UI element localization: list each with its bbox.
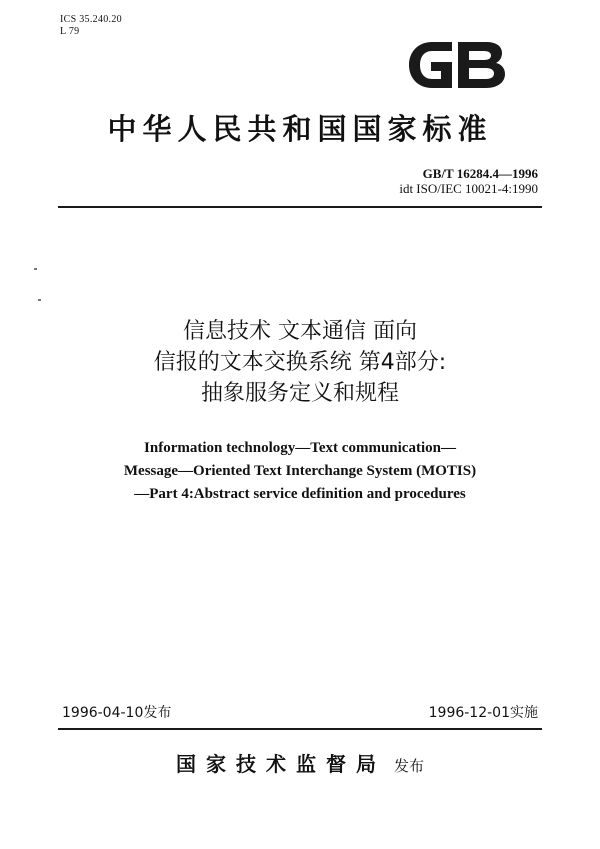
chinese-title [60, 316, 540, 409]
gb-logo-icon [406, 40, 508, 90]
chinese-title-line-3: 抽象服务定义和规程 [200, 381, 399, 406]
chinese-title-line-2: 信报的文本交换系统 第4部分: [153, 350, 447, 375]
chinese-title-line-1: 信息技术 文本通信 面向 [183, 319, 417, 344]
issuer-suffix: 发布 [393, 757, 424, 775]
scan-speck [38, 299, 41, 301]
english-title-line-3: —Part 4:Abstract service definition and procedures [134, 486, 466, 502]
issuer-line [60, 748, 540, 777]
equivalent-standard: idt ISO/IEC 10021-4:1990 [399, 181, 538, 196]
ics-code: ICS 35.240.20 [60, 14, 122, 25]
standard-code-block [399, 166, 538, 196]
issuing-authority: 国家技术监督局 [175, 752, 386, 776]
implementation-date: 1996-12-01实施 [428, 705, 538, 721]
standard-number: GB/T 16284.4—1996 [422, 166, 538, 181]
english-title-line-2: Message—Oriented Text Interchange System (MOTIS) [123, 463, 477, 479]
scan-speck [34, 268, 37, 270]
classification-codes [60, 14, 122, 38]
issue-date: 1996-04-10发布 [62, 705, 172, 721]
english-title-line-1: Information technology—Text communication— [144, 440, 456, 456]
standard-category-title: 中华人民共和国国家标准 [107, 112, 493, 146]
header-divider [58, 206, 542, 208]
footer-divider [58, 728, 542, 730]
english-title [60, 437, 540, 506]
ccs-code: L 79 [60, 26, 80, 37]
